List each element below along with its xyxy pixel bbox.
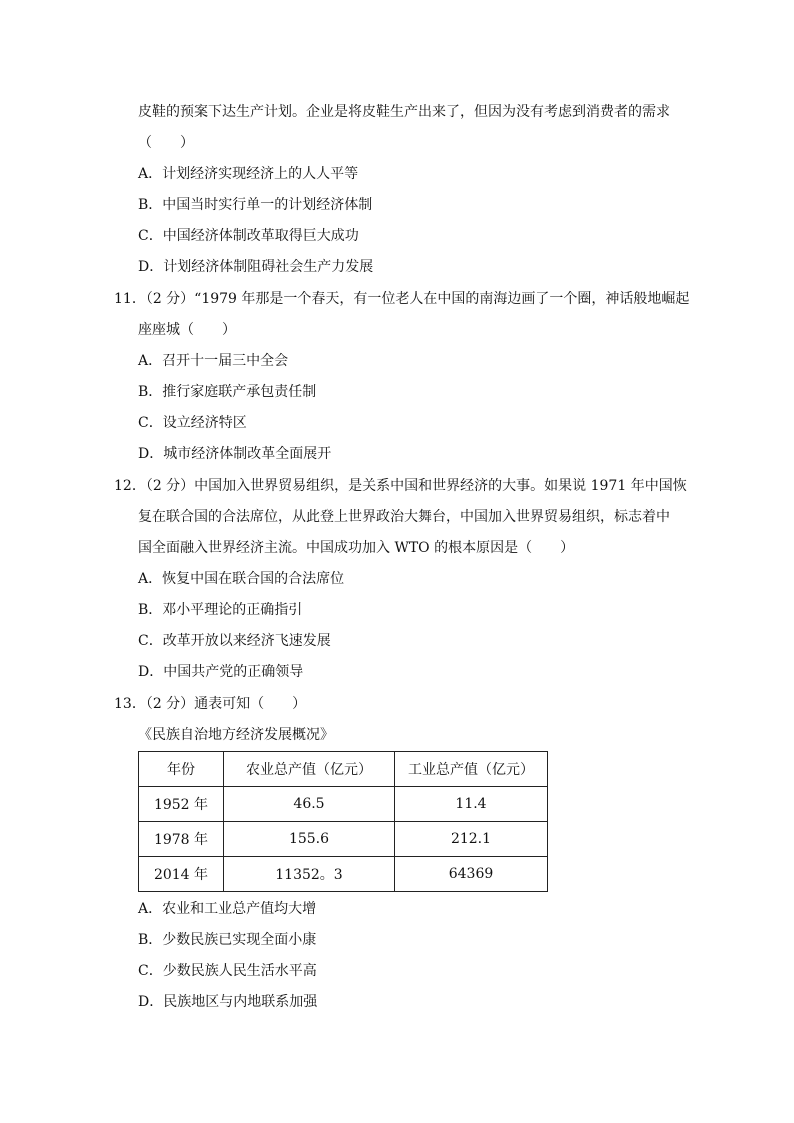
question-13-stem: 13．（2 分）通表可知（ ） — [114, 696, 307, 712]
question-10-answer-blank: （ ） — [138, 135, 194, 151]
q13-option-a: A．农业和工业总产值均大增 — [138, 901, 317, 917]
q10-option-b: B．中国当时实行单一的计划经济体制 — [138, 197, 373, 213]
q10-option-c: C．中国经济体制改革取得巨大成功 — [138, 228, 359, 244]
table-row — [139, 787, 548, 822]
q12-option-a: A．恢复中国在联合国的合法席位 — [138, 571, 345, 587]
q11-option-c: C．设立经济特区 — [138, 415, 247, 431]
table-row — [139, 857, 548, 892]
q11-option-d: D．城市经济体制改革全面展开 — [138, 446, 332, 462]
q10-option-a: A．计划经济实现经济上的人人平等 — [138, 166, 359, 182]
table-cell: 212.1 — [395, 822, 548, 857]
question-12-stem: 12．（2 分）中国加入世界贸易组织，是关系中国和世界经济的大事。如果说 1971 年中国恢 — [114, 478, 687, 494]
question-11-stem: 11．（2 分）“1979 年那是一个春天，有一位老人在中国的南海边画了一个圈，神话般地崛起 — [114, 291, 690, 307]
q13-option-d: D．民族地区与内地联系加强 — [138, 994, 318, 1010]
table-cell: 2014 年 — [139, 857, 224, 892]
table-cell: 1978 年 — [139, 822, 224, 857]
table-cell: 155.6 — [224, 822, 395, 857]
question-11-stem-cont: 座座城（ ） — [138, 322, 236, 338]
table-cell: 1952 年 — [139, 787, 224, 822]
table-title: 《民族自治地方经济发展概况》 — [138, 727, 334, 743]
question-10-stem-end: 皮鞋的预案下达生产计划。企业是将皮鞋生产出来了，但因为没有考虑到消费者的需求 — [138, 104, 670, 120]
table-cell: 11352。3 — [224, 857, 395, 892]
table-cell: 64369 — [395, 857, 548, 892]
question-12-stem-cont2: 国全面融入世界经济主流。中国成功加入 WTO 的根本原因是（ ） — [138, 540, 575, 556]
table-row — [139, 822, 548, 857]
table-header-cell: 工业总产值（亿元） — [395, 752, 548, 787]
question-12-stem-cont1: 复在联合国的合法席位，从此登上世界政治大舞台，中国加入世界贸易组织，标志着中 — [138, 509, 670, 525]
q12-option-b: B．邓小平理论的正确指引 — [138, 602, 303, 618]
q12-option-c: C．改革开放以来经济飞速发展 — [138, 633, 331, 649]
q10-option-d: D．计划经济体制阻碍社会生产力发展 — [138, 259, 374, 275]
q11-option-b: B．推行家庭联产承包责任制 — [138, 384, 317, 400]
table-cell: 11.4 — [395, 787, 548, 822]
q12-option-d: D．中国共产党的正确领导 — [138, 664, 304, 680]
q13-option-b: B．少数民族已实现全面小康 — [138, 932, 317, 948]
table-cell: 46.5 — [224, 787, 395, 822]
table-header-row — [139, 752, 548, 787]
table-header-cell: 年份 — [139, 752, 224, 787]
q11-option-a: A．召开十一届三中全会 — [138, 353, 289, 369]
economy-table — [138, 751, 548, 892]
table-header-cell: 农业总产值（亿元） — [224, 752, 395, 787]
q13-option-c: C．少数民族人民生活水平高 — [138, 963, 317, 979]
